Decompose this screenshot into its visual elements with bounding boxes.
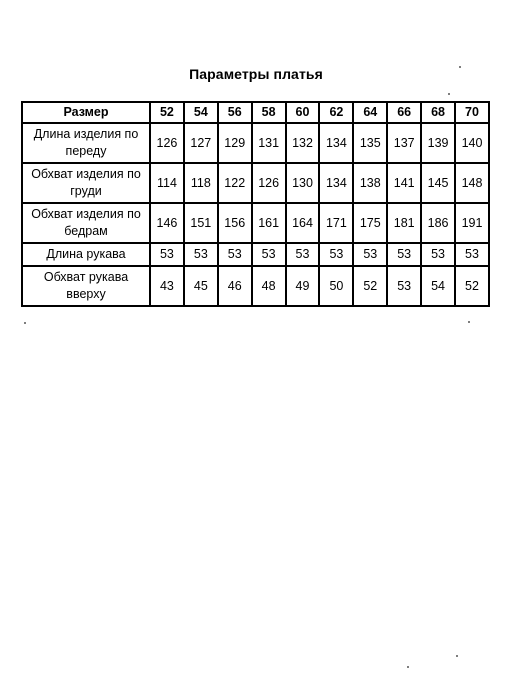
- size-header: 58: [252, 102, 286, 123]
- table-cell: 54: [421, 266, 455, 306]
- size-header: 70: [455, 102, 489, 123]
- table-cell: 53: [218, 243, 252, 266]
- row-label: Обхват рукава вверху: [22, 266, 150, 306]
- table-cell: 53: [387, 266, 421, 306]
- size-header: 62: [319, 102, 353, 123]
- table-cell: 134: [319, 163, 353, 203]
- table-cell: 137: [387, 123, 421, 163]
- scan-speck: [448, 93, 450, 95]
- table-cell: 134: [319, 123, 353, 163]
- table-cell: 186: [421, 203, 455, 243]
- size-header: 64: [353, 102, 387, 123]
- table-cell: 50: [319, 266, 353, 306]
- table-cell: 53: [421, 243, 455, 266]
- table-cell: 129: [218, 123, 252, 163]
- size-chart-table: [21, 101, 490, 307]
- table-cell: 191: [455, 203, 489, 243]
- table-cell: 53: [319, 243, 353, 266]
- row-label: Обхват изделия по груди: [22, 163, 150, 203]
- size-header: 66: [387, 102, 421, 123]
- table-cell: 130: [286, 163, 320, 203]
- scan-speck: [468, 321, 470, 323]
- table-cell: 131: [252, 123, 286, 163]
- table-cell: 53: [184, 243, 218, 266]
- table-cell: 49: [286, 266, 320, 306]
- table-cell: 139: [421, 123, 455, 163]
- table-cell: 135: [353, 123, 387, 163]
- table-cell: 151: [184, 203, 218, 243]
- table-cell: 148: [455, 163, 489, 203]
- table-cell: 138: [353, 163, 387, 203]
- size-header: 54: [184, 102, 218, 123]
- table-header-row: [22, 102, 489, 123]
- table-cell: 126: [252, 163, 286, 203]
- table-cell: 53: [455, 243, 489, 266]
- table-cell: 118: [184, 163, 218, 203]
- table-cell: 48: [252, 266, 286, 306]
- table-cell: 53: [252, 243, 286, 266]
- size-header: 56: [218, 102, 252, 123]
- table-cell: 126: [150, 123, 184, 163]
- table-cell: 53: [353, 243, 387, 266]
- row-label: Обхват изделия по бедрам: [22, 203, 150, 243]
- header-label-cell: Размер: [22, 102, 150, 123]
- table-cell: 141: [387, 163, 421, 203]
- scan-speck: [459, 66, 461, 68]
- table-cell: 161: [252, 203, 286, 243]
- scan-speck: [456, 655, 458, 657]
- row-label: Длина рукава: [22, 243, 150, 266]
- table-cell: 140: [455, 123, 489, 163]
- table-cell: 122: [218, 163, 252, 203]
- table-cell: 52: [353, 266, 387, 306]
- table-row: [22, 203, 489, 243]
- table-cell: 175: [353, 203, 387, 243]
- table-cell: 52: [455, 266, 489, 306]
- table-cell: 46: [218, 266, 252, 306]
- table-cell: 53: [286, 243, 320, 266]
- table-cell: 45: [184, 266, 218, 306]
- table-cell: 53: [387, 243, 421, 266]
- table-cell: 156: [218, 203, 252, 243]
- size-header: 60: [286, 102, 320, 123]
- table-cell: 53: [150, 243, 184, 266]
- table-row: [22, 266, 489, 306]
- table-row: [22, 123, 489, 163]
- table-cell: 146: [150, 203, 184, 243]
- row-label: Длина изделия по переду: [22, 123, 150, 163]
- table-cell: 145: [421, 163, 455, 203]
- table-cell: 114: [150, 163, 184, 203]
- table-cell: 164: [286, 203, 320, 243]
- table-cell: 127: [184, 123, 218, 163]
- scan-speck: [24, 322, 26, 324]
- table-row: [22, 243, 489, 266]
- table-cell: 171: [319, 203, 353, 243]
- table-cell: 132: [286, 123, 320, 163]
- table-cell: 181: [387, 203, 421, 243]
- scan-speck: [407, 666, 409, 668]
- table-cell: 43: [150, 266, 184, 306]
- table-row: [22, 163, 489, 203]
- size-header: 52: [150, 102, 184, 123]
- page-title: Параметры платья: [189, 66, 323, 82]
- size-header: 68: [421, 102, 455, 123]
